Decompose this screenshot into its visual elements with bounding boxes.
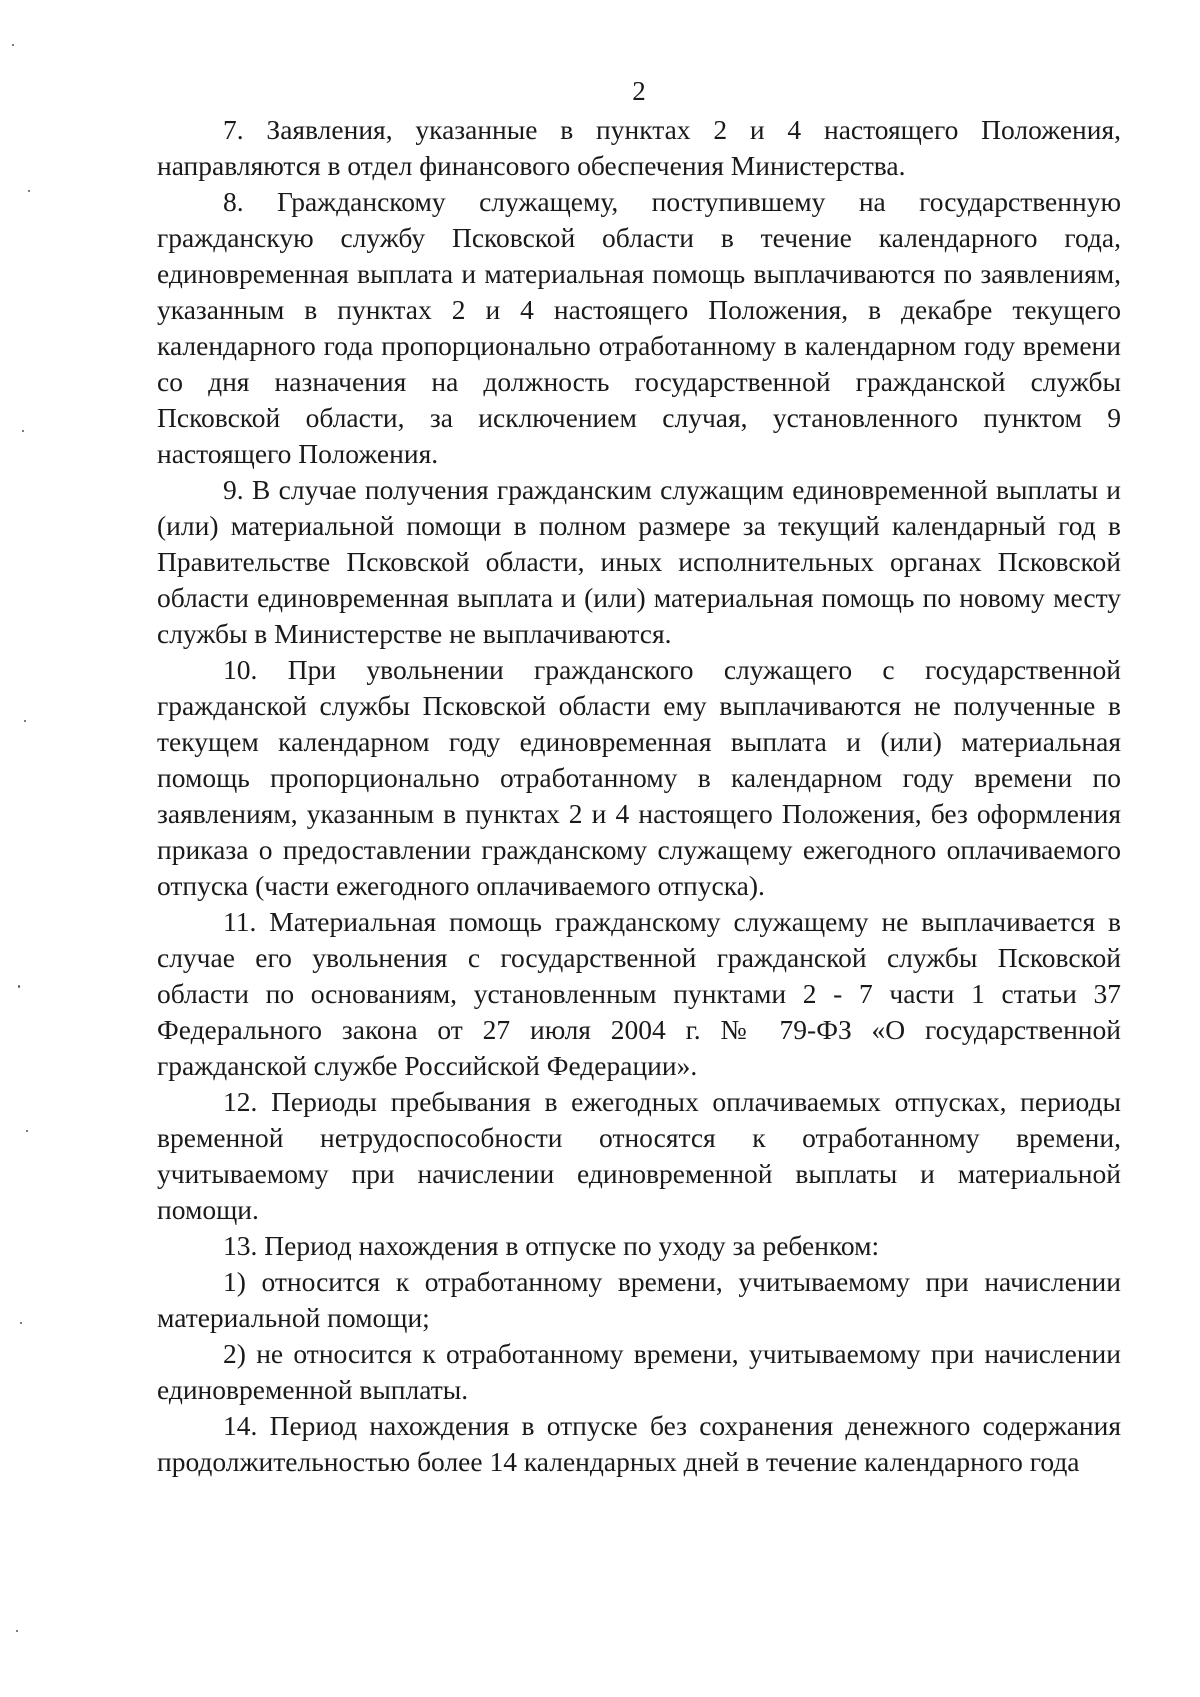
document-page [157, 76, 1121, 1480]
scan-speck [24, 720, 26, 722]
paragraph-14: 14. Период нахождения в отпуске без сохранения денежного содержания продолжительностью более 14 календарных дней в течение календарного года [157, 1410, 1121, 1477]
paragraph-9: 9. В случае получения гражданским служащим единовременной выплаты и (или) материальной помощи в полном размере за текущий календарный год в Правительстве Псковской области, иных исполнительных органах Псковской области единовременная выплата и (или) материальная помощь по новому месту службы в Министерстве не выплачиваются. [157, 474, 1121, 649]
paragraph-10: 10. При увольнении гражданского служащего с государственной гражданской службы Псковской области ему выплачиваются не полученные в текущем календарном году единовременная выплата и (или) материальная помощь пропорционально отработанному в календарном году времени по заявлениям, указанным в пунктах 2 и 4 настоящего Положения, без оформления приказа о предоставлении гражданскому служащему ежегодного оплачиваемого отпуска (части ежегодного оплачиваемого отпуска). [157, 654, 1121, 901]
scan-speck [20, 1322, 22, 1324]
scan-speck [28, 190, 30, 192]
paragraph-7: 7. Заявления, указанные в пунктах 2 и 4 настоящего Положения, направляются в отдел финансового обеспечения Министерства. [157, 114, 1121, 181]
scan-speck [18, 985, 20, 988]
scan-speck [26, 1130, 28, 1132]
scan-speck [22, 430, 24, 432]
paragraph-13-item-1: 1) относится к отработанному времени, учитываемому при начислении материальной помощи; [157, 1266, 1121, 1333]
paragraph-11: 11. Материальная помощь гражданскому служащему не выплачивается в случае его увольнения с государственной гражданской службы Псковской области по основаниям, установленным пунктами 2 - 7 части 1 статьи 37 Федерального закона от 27 июля 2004 г. № 79-ФЗ «О государственной гражданской службе Российской Федерации». [157, 906, 1121, 1081]
page-number: 2 [632, 76, 646, 106]
paragraph-13: 13. Период нахождения в отпуске по уходу за ребенком: [223, 1230, 880, 1261]
paragraph-12: 12. Периоды пребывания в ежегодных оплачиваемых отпусках, периоды временной нетрудоспособности относятся к отработанному времени, учитываемому при начислении единовременной выплаты и материальной помощи. [157, 1086, 1121, 1225]
scan-speck [12, 44, 14, 46]
paragraph-8: 8. Гражданскому служащему, поступившему на государственную гражданскую службу Псковской области в течение календарного года, единовременная выплата и материальная помощь выплачиваются по заявлениям, указанным в пунктах 2 и 4 настоящего Положения, в декабре текущего календарного года пропорционально отработанному в календарном году времени со дня назначения на должность государственной гражданской службы Псковской области, за исключением случая, установленного пунктом 9 настоящего Положения. [157, 186, 1121, 469]
paragraph-13-item-2: 2) не относится к отработанному времени, учитываемому при начислении единовременной выплаты. [157, 1338, 1121, 1405]
scan-speck [16, 1630, 18, 1632]
